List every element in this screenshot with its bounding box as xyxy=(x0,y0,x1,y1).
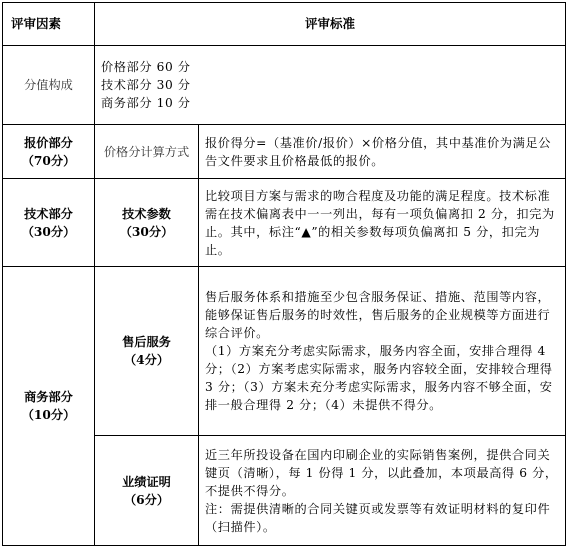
score-composition-row xyxy=(3,46,566,125)
service-rule-grades: （1）方案充分考虑实际需求，服务内容全面，安排合理得 4 分；（2）方案考虑实际需求，服务内容较全面，安排较合理得 3 分；（3）方案未充分考虑实际需求，服务内容不够全面，安排一般合理得 2 分；（4）未提供不得分。 xyxy=(205,344,553,412)
score-composition-line: 价格部分 60 分 xyxy=(101,60,191,74)
price-factor xyxy=(3,125,95,179)
business-factor xyxy=(3,267,95,546)
service-points: （4分） xyxy=(123,353,170,367)
price-points: （70分） xyxy=(21,153,76,168)
performance-rule xyxy=(199,436,566,546)
service-label: 售后服务 xyxy=(122,335,171,349)
service-rule-intro: 售后服务体系和措施至少包含服务保证、措施、范围等内容，能够保证售后服务的时效性，售后服务的企业规模等方面进行综合评价。 xyxy=(205,290,551,340)
service-row xyxy=(3,267,566,436)
technical-factor xyxy=(3,179,95,267)
score-composition-values xyxy=(95,46,566,125)
score-composition-line: 商务部分 10 分 xyxy=(101,96,191,110)
price-rule: 报价得分=（基准价/报价）×价格分值，其中基准价为满足公告文件要求且价格最低的报价。 xyxy=(199,125,566,179)
business-points: （10分） xyxy=(21,408,76,422)
score-composition-line: 技术部分 30 分 xyxy=(101,78,191,92)
header-row xyxy=(3,3,566,46)
score-composition-label: 分值构成 xyxy=(3,46,95,125)
technical-sub-points: （30分） xyxy=(119,224,174,239)
performance-subfactor xyxy=(95,436,199,546)
technical-rule: 比较项目方案与需求的吻合程度及功能的满足程度。技术标准需在技术偏离表中一一列出，每有一项负偏离扣 2 分，扣完为止。其中，标注“▲”的相关参数每项负偏离扣 5 分，扣完为止。 xyxy=(199,179,566,267)
performance-points: （6分） xyxy=(123,492,170,507)
technical-subfactor xyxy=(95,179,199,267)
service-rule xyxy=(199,267,566,436)
header-factor: 评审因素 xyxy=(3,3,95,46)
scoring-criteria-table xyxy=(2,2,566,546)
technical-label: 技术部分 xyxy=(24,206,73,221)
technical-points: （30分） xyxy=(21,224,76,239)
service-subfactor xyxy=(95,267,199,436)
business-label: 商务部分 xyxy=(24,390,73,404)
price-label: 报价部分 xyxy=(24,135,73,150)
performance-label: 业绩证明 xyxy=(122,474,171,489)
header-standard: 评审标准 xyxy=(95,3,566,46)
price-row xyxy=(3,125,566,179)
performance-rule-text: 近三年所投设备在国内印刷企业的实际销售案例，提供合同关键页（清晰），每 1 份得 1 分，以此叠加，本项最高得 6 分，不提供不得分。 xyxy=(205,447,558,498)
technical-row xyxy=(3,179,566,267)
price-method: 价格分计算方式 xyxy=(95,125,199,179)
performance-rule-note: 注：需提供清晰的合同关键页或发票等有效证明材料的复印件（扫描件）。 xyxy=(205,501,551,534)
technical-sub-label: 技术参数 xyxy=(122,206,171,221)
